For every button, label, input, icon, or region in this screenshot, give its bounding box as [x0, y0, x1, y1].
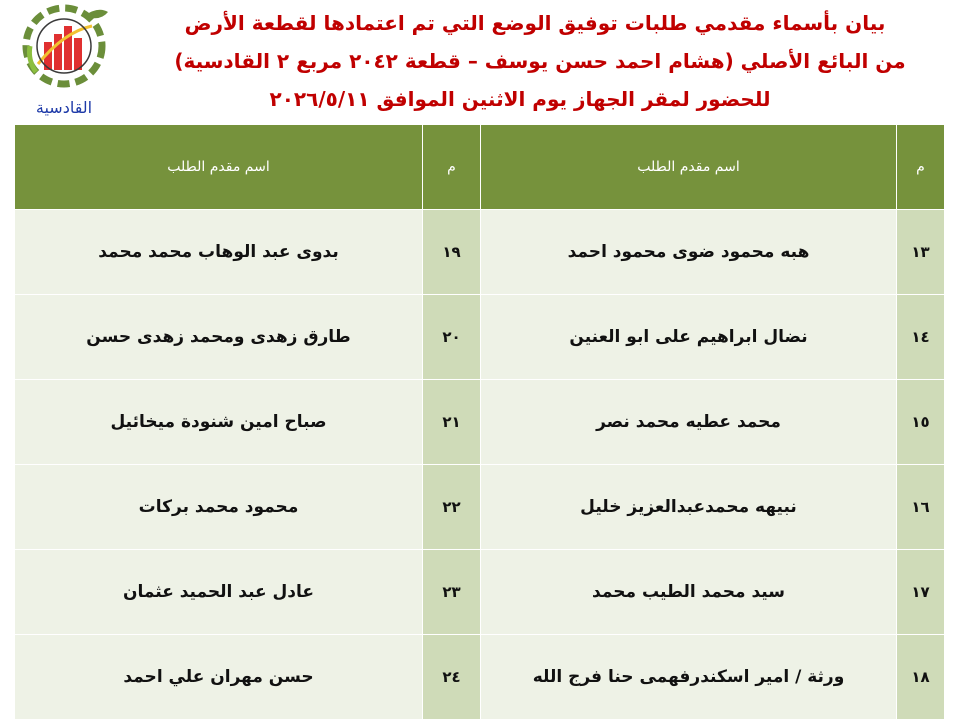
title-line-3: للحضور لمقر الجهاز يوم الاثنين الموافق ٢٠٢٦/٥/١١ — [269, 87, 771, 111]
row-number: ١٥ — [897, 380, 945, 465]
applicant-name: بدوى عبد الوهاب محمد محمد — [15, 210, 423, 295]
table-row — [15, 550, 945, 635]
applicant-name: حسن مهران علي احمد — [15, 635, 423, 720]
applicants-table — [14, 124, 945, 720]
row-number: ١٩ — [423, 210, 481, 295]
table-row — [15, 295, 945, 380]
row-number: ٢١ — [423, 380, 481, 465]
applicant-name: محمد عطيه محمد نصر — [481, 380, 897, 465]
applicant-name: ورثة / امير اسكندرفهمى حنا فرج الله — [481, 635, 897, 720]
document-title — [140, 4, 906, 118]
applicant-name: سيد محمد الطيب محمد — [481, 550, 897, 635]
header-num-left: م — [423, 125, 481, 210]
applicant-name: صباح امين شنودة ميخائيل — [15, 380, 423, 465]
table-row — [15, 635, 945, 720]
row-number: ٢٣ — [423, 550, 481, 635]
table-row — [15, 210, 945, 295]
row-number: ٢٢ — [423, 465, 481, 550]
header-num-right: م — [897, 125, 945, 210]
table-header-row — [15, 125, 945, 210]
title-line-1: بيان بأسماء مقدمي طلبات توفيق الوضع التي تم اعتمادها لقطعة الأرض — [184, 11, 886, 35]
applicant-name: نبيهه محمدعبدالعزيز خليل — [481, 465, 897, 550]
row-number: ١٧ — [897, 550, 945, 635]
row-number: ١٨ — [897, 635, 945, 720]
row-number: ١٤ — [897, 295, 945, 380]
table-row — [15, 380, 945, 465]
row-number: ١٣ — [897, 210, 945, 295]
applicant-name: عادل عبد الحميد عثمان — [15, 550, 423, 635]
title-line-2: من البائع الأصلي (هشام احمد حسن يوسف – قطعة ٢٠٤٢ مربع ٢ القادسية) — [174, 49, 906, 73]
applicant-name: هبه محمود ضوى محمود احمد — [481, 210, 897, 295]
logo-emblem-icon — [14, 2, 114, 98]
header-name-right: اسم مقدم الطلب — [481, 125, 897, 210]
applicant-name: نضال ابراهيم على ابو العنين — [481, 295, 897, 380]
row-number: ١٦ — [897, 465, 945, 550]
applicant-name: محمود محمد بركات — [15, 465, 423, 550]
row-number: ٢٤ — [423, 635, 481, 720]
city-logo — [14, 2, 114, 120]
header-name-left: اسم مقدم الطلب — [15, 125, 423, 210]
logo-text: القادسية — [35, 98, 93, 117]
applicant-name: طارق زهدى ومحمد زهدى حسن — [15, 295, 423, 380]
row-number: ٢٠ — [423, 295, 481, 380]
table-row — [15, 465, 945, 550]
